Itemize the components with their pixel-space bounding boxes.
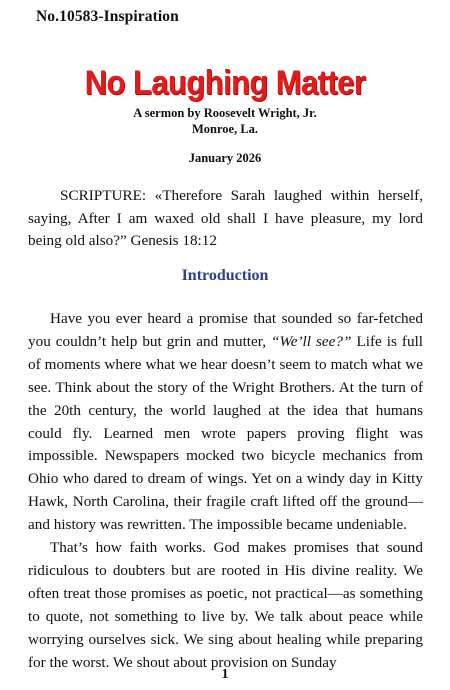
document-number: No.10583-Inspiration bbox=[36, 8, 179, 25]
page-number: 1 bbox=[221, 667, 229, 682]
section-heading: Introduction bbox=[181, 267, 269, 284]
paragraph-1-text-end: Life is full of moments where what we hear doesn’t seem to match what we see. Think about the story of the Wright Brothers. At the turn of the 20th century, the world laughed at the idea that humans could fly. Learned men wrote papers proving flight was impossible. Newspapers mocked two bicycle mechanics from Ohio who dared to dream of wings. Yet on a windy day in Kitty Hawk, North Carolina, their fragile craft lifted off the ground—and history was rewritten. The impossible became undeniable. bbox=[28, 332, 424, 534]
sermon-date: January 2026 bbox=[188, 151, 262, 165]
sermon-title: No Laughing Matter bbox=[84, 64, 366, 102]
author-line: A sermon by Roosevelt Wright, Jr. bbox=[133, 106, 317, 120]
body-paragraph-1 bbox=[28, 308, 423, 537]
sermon-body bbox=[28, 308, 423, 675]
body-paragraph-2: That’s how faith works. God makes promises that sound ridiculous to doubters but are rooted in His divine reality. We often treat those promises as poetic, not practical—as something to quote, not something to live by. We talk about peace while worrying ourselves sick. We sing about healing while preparing for the worst. We shout about provision on Sunday bbox=[28, 539, 423, 671]
scripture-passage: SCRIPTURE: «Therefore Sarah laughed within herself, saying, After I am waxed old shall I have pleasure, my lord being old also?” Genesis 18:12 bbox=[28, 187, 423, 249]
paragraph-1-quote: “We’ll see?” bbox=[271, 332, 352, 350]
author-location: Monroe, La. bbox=[191, 122, 259, 136]
paragraph-1-text-start: Have you ever heard a promise that sounded so far-fetched you couldn’t help but grin and mutter, bbox=[28, 310, 423, 350]
